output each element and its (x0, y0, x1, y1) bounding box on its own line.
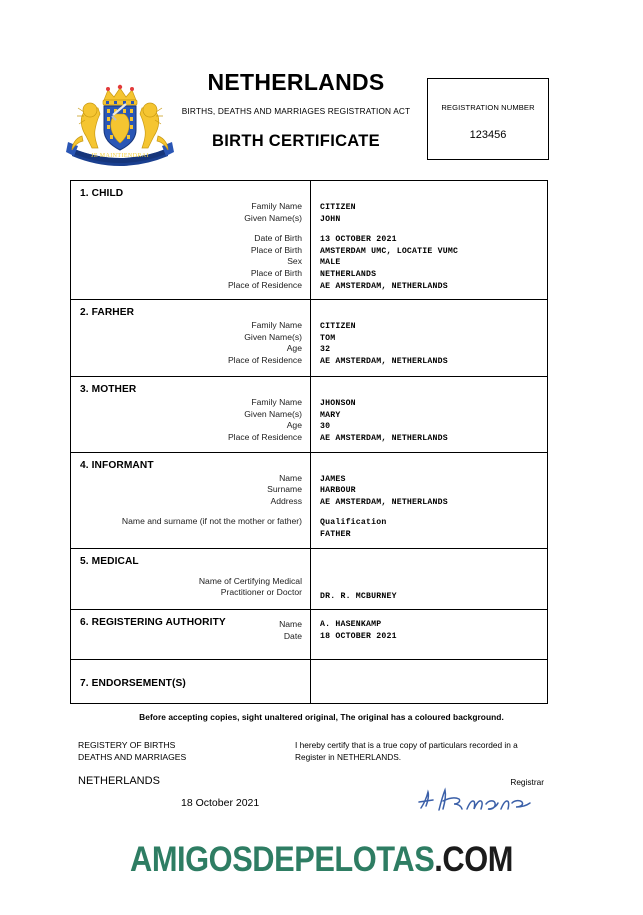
label-mother-place-of-residence: Place of Residence (227, 431, 302, 442)
value-child-place-of-birth-country: NETHERLANDS (320, 269, 377, 279)
medical-value-list (320, 591, 541, 603)
authority-values-column (311, 610, 547, 659)
registry-line-1: REGISTERY OF BIRTHS (78, 740, 176, 750)
title-block (176, 68, 416, 151)
value-mother-place-of-residence: AE AMSTERDAM, NETHERLANDS (320, 433, 448, 443)
value-informant-qualification: FATHER (320, 529, 351, 539)
copy-notice: Before accepting copies, sight unaltered original, The original has a coloured background. (139, 712, 504, 722)
certification-block (295, 740, 548, 789)
section-father (71, 300, 547, 377)
label-mother-given-names: Given Name(s) (244, 408, 302, 419)
mother-value-list (320, 398, 541, 444)
value-child-place-of-birth: AMSTERDAM UMC, LOCATIE VUMC (320, 246, 459, 256)
document-footer (70, 735, 548, 815)
label-mother-age: Age (286, 420, 302, 431)
label-child-place-of-residence: Place of Residence (227, 279, 302, 290)
value-child-given-names: JOHN (320, 214, 341, 224)
label-informant-name: Name (279, 472, 302, 483)
informant-value-list (320, 474, 541, 541)
label-child-sex: Sex (287, 256, 302, 267)
label-child-date-of-birth: Date of Birth (254, 233, 302, 244)
label-father-family-name: Family Name (251, 320, 302, 331)
document-header (0, 60, 643, 180)
authority-value-list (320, 619, 541, 642)
child-label-list (80, 201, 302, 291)
value-mother-family-name: JHONSON (320, 399, 356, 409)
label-medical-practitioner-line1: Name of Certifying Medical (198, 575, 302, 586)
country-title: NETHERLANDS (207, 69, 385, 95)
endorsements-values-column (311, 660, 547, 703)
value-informant-qualification-label: Qualification (320, 518, 387, 528)
child-labels-column (71, 181, 311, 299)
value-father-place-of-residence: AE AMSTERDAM, NETHERLANDS (320, 356, 448, 366)
label-mother-family-name: Family Name (251, 397, 302, 408)
child-value-list (320, 202, 541, 292)
value-authority-date: 18 OCTOBER 2021 (320, 631, 397, 641)
informant-values-column (311, 453, 547, 548)
section-title-mother: 3. MOTHER (80, 384, 137, 396)
authority-labels-column (71, 610, 311, 659)
label-child-place-of-birth-country: Place of Birth (250, 267, 302, 278)
registration-number-value: 123456 (469, 129, 507, 141)
section-title-child: 1. CHILD (80, 188, 124, 199)
value-father-family-name: CITIZEN (320, 322, 356, 332)
registry-country: NETHERLANDS (78, 775, 160, 787)
father-labels-column (71, 300, 311, 376)
section-child (71, 181, 547, 300)
registry-block (78, 740, 308, 809)
label-informant-alt-name: Name and surname (if not the mother or father) (121, 516, 302, 527)
certificate-table (70, 180, 548, 704)
section-registering-authority (71, 610, 547, 660)
value-child-date-of-birth: 13 OCTOBER 2021 (320, 235, 397, 245)
registration-number-label: REGISTRATION NUMBER (441, 103, 535, 112)
value-child-family-name: CITIZEN (320, 203, 356, 212)
certify-line-1: I hereby certify that is a true copy of particulars recorded in a (295, 740, 518, 750)
label-father-given-names: Given Name(s) (244, 331, 302, 342)
value-child-place-of-residence: AE AMSTERDAM, NETHERLANDS (320, 281, 448, 291)
section-title-informant: 4. INFORMANT (80, 459, 154, 471)
watermark-tld: .COM (434, 840, 513, 879)
section-endorsements (71, 660, 547, 703)
value-father-given-names: TOM (320, 333, 336, 343)
label-child-place-of-birth: Place of Birth (250, 244, 302, 255)
label-informant-surname: Surname (267, 484, 302, 495)
section-title-registering-authority: 6. REGISTERING AUTHORITY (80, 617, 226, 629)
child-values-column (311, 181, 547, 299)
value-medical-practitioner: DR. R. MCBURNEY (320, 591, 397, 601)
section-informant (71, 453, 547, 549)
certificate-title: BIRTH CERTIFICATE (212, 132, 380, 150)
registration-number-box (427, 78, 549, 160)
certify-line-2: Register in NETHERLANDS. (295, 751, 402, 762)
section-title-father: 2. FARHER (80, 307, 135, 319)
label-medical-practitioner-line2: Practitioner or Doctor (220, 587, 302, 598)
father-values-column (311, 300, 547, 376)
informant-labels-column (71, 453, 311, 548)
svg-text:JE MAINTIENDRAI: JE MAINTIENDRAI (91, 153, 149, 159)
section-title-endorsements: 7. ENDORSEMENT(S) (80, 678, 186, 690)
value-child-sex: MALE (320, 258, 341, 268)
watermark-name: AMIGOSDEPELOTAS (130, 840, 435, 879)
value-authority-name: A. HASENKAMP (320, 620, 382, 630)
value-informant-name: JAMES (320, 474, 346, 484)
endorsements-labels-column (71, 660, 311, 703)
site-watermark (39, 840, 605, 880)
label-informant-address: Address (270, 495, 302, 506)
section-medical (71, 549, 547, 611)
value-father-age: 32 (320, 345, 331, 355)
section-mother (71, 377, 547, 452)
netherlands-coat-of-arms-icon (64, 82, 176, 168)
mother-label-list (80, 397, 302, 443)
registrar-label: Registrar (510, 777, 544, 787)
label-authority-name: Name (279, 619, 302, 630)
medical-labels-column (71, 549, 311, 610)
registration-act-line: BIRTHS, DEATHS AND MARRIAGES REGISTRATION ACT (181, 106, 411, 116)
informant-label-list (80, 473, 302, 528)
section-title-medical: 5. MEDICAL (80, 555, 139, 567)
label-authority-date: Date (283, 630, 302, 641)
father-label-list (80, 320, 302, 366)
label-child-family-name: Family Name (251, 201, 302, 211)
registrar-signature (415, 786, 535, 816)
registry-line-2: DEATHS AND MARRIAGES (78, 751, 187, 762)
father-value-list (320, 321, 541, 367)
medical-label-list (80, 576, 302, 599)
registry-date: 18 October 2021 (181, 797, 260, 809)
label-child-given-names: Given Name(s) (244, 212, 302, 223)
value-informant-surname: HARBOUR (320, 486, 356, 496)
label-father-age: Age (286, 343, 302, 354)
label-father-place-of-residence: Place of Residence (227, 354, 302, 365)
value-informant-address: AE AMSTERDAM, NETHERLANDS (320, 497, 448, 507)
value-mother-age: 30 (320, 422, 331, 432)
medical-values-column (311, 549, 547, 610)
value-mother-given-names: MARY (320, 410, 341, 420)
mother-labels-column (71, 377, 311, 451)
mother-values-column (311, 377, 547, 451)
